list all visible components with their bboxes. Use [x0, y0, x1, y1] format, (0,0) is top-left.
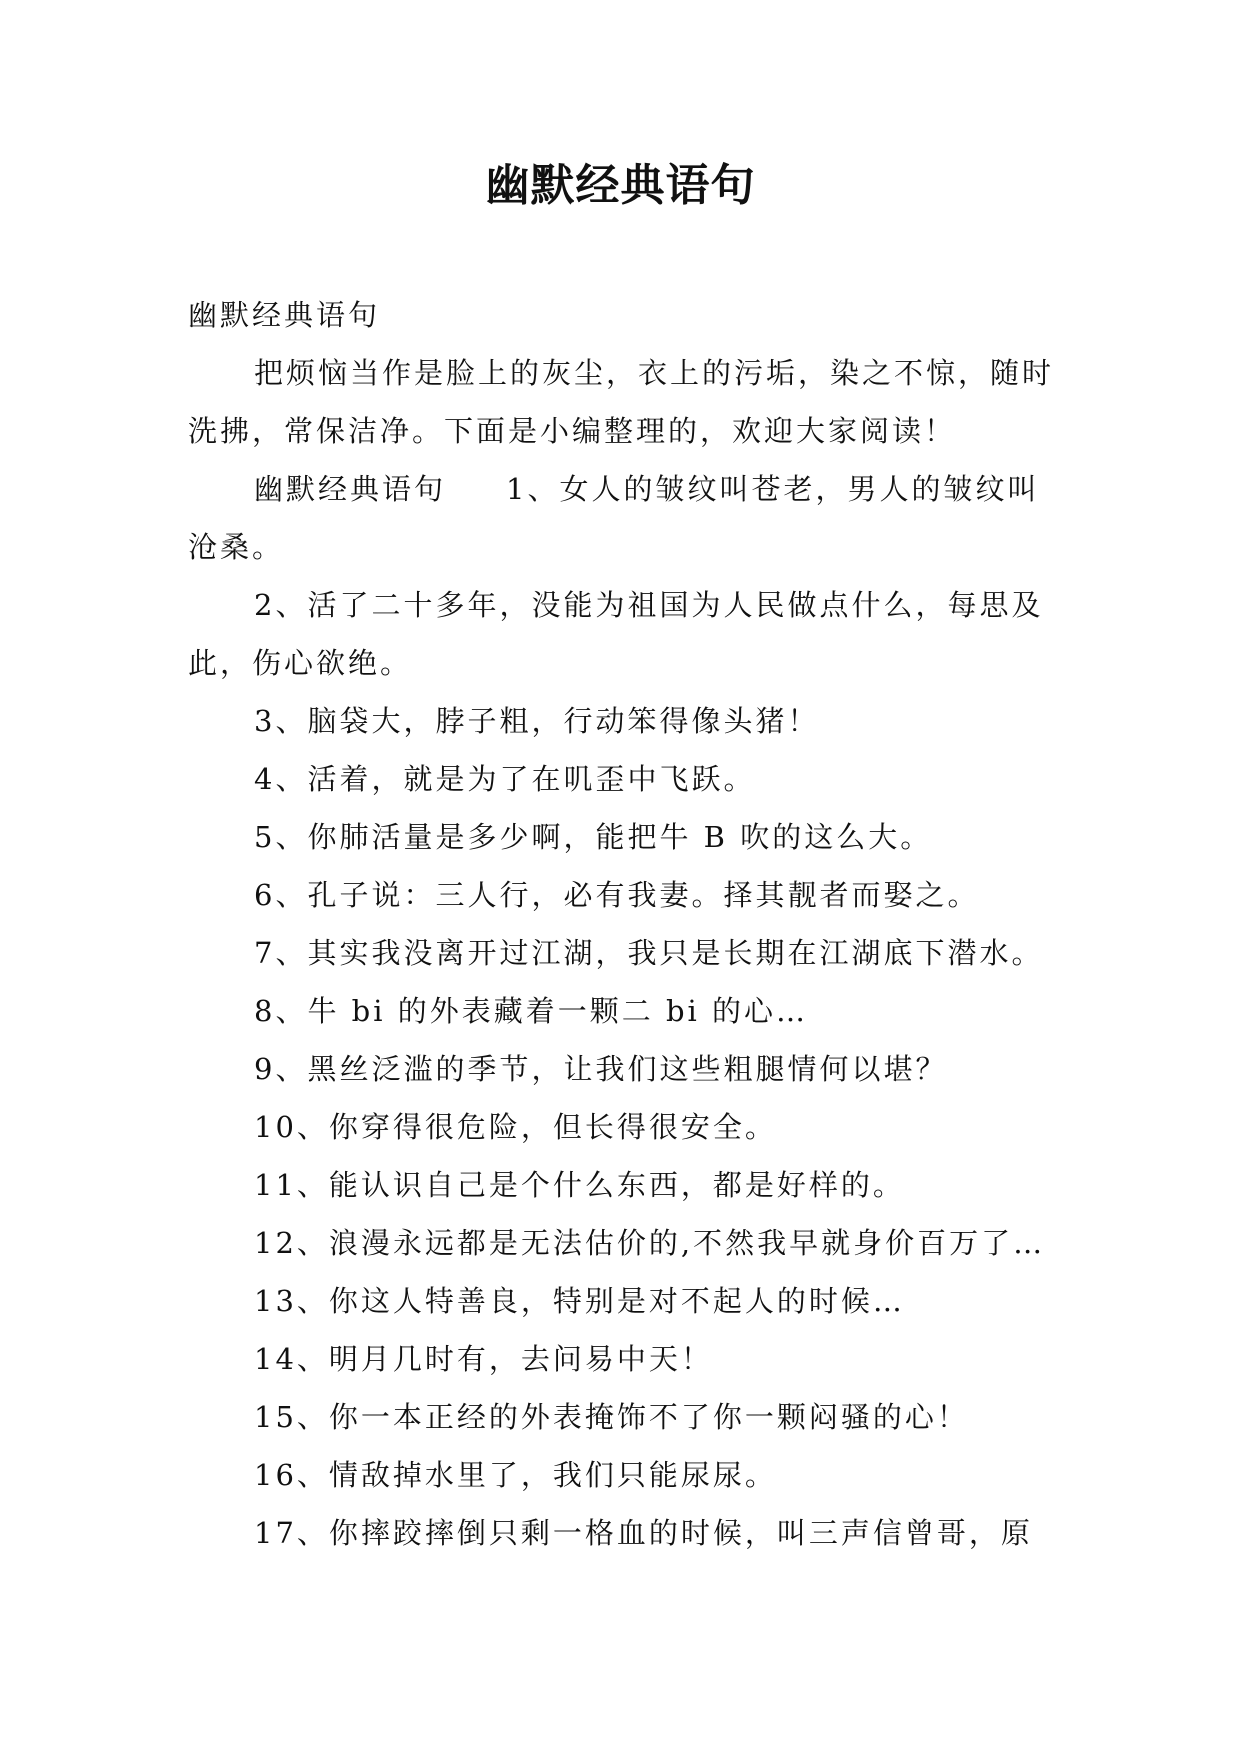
list-item: 16、情敌掉水里了，我们只能尿尿。 [254, 1458, 777, 1492]
list-item: 5、你肺活量是多少啊，能把牛 B 吹的这么大。 [254, 820, 933, 854]
list-item: 10、你穿得很危险，但长得很安全。 [254, 1110, 777, 1144]
list-item: 12、浪漫永远都是无法估价的,不然我早就身价百万了… [254, 1226, 1046, 1260]
list-item: 6、孔子说：三人行，必有我妻。择其靓者而娶之。 [254, 878, 980, 912]
document-title: 幽默经典语句 [485, 160, 756, 211]
list-item: 17、你摔跤摔倒只剩一格血的时候，叫三声信曾哥，原 [254, 1516, 1033, 1550]
list-item: 13、你这人特善良，特别是对不起人的时候… [254, 1284, 905, 1318]
list-item: 2、活了二十多年，没能为祖国为人民做点什么，每思及此，伤心欲绝。 [188, 588, 1044, 680]
list-item: 9、黑丝泛滥的季节，让我们这些粗腿情何以堪？ [254, 1052, 948, 1086]
list-item: 4、活着，就是为了在叽歪中飞跃。 [254, 762, 756, 796]
list-item: 8、牛 bi 的外表藏着一颗二 bi 的心… [254, 994, 809, 1028]
first-item-paragraph [188, 460, 1068, 576]
subtitle: 幽默经典语句 [188, 298, 381, 332]
section-heading: 幽默经典语句 [254, 472, 447, 506]
list-item: 7、其实我没离开过江湖，我只是长期在江湖底下潜水。 [254, 936, 1044, 970]
list-item: 15、你一本正经的外表掩饰不了你一颗闷骚的心！ [254, 1400, 969, 1434]
intro-paragraph: 把烦恼当作是脸上的灰尘，衣上的污垢，染之不惊，随时洗拂，常保洁净。下面是小编整理的，欢迎大家阅读！ [188, 356, 1055, 448]
list-item: 1、女人的皱纹叫苍老，男人的皱纹叫沧桑。 [188, 472, 1040, 564]
list-item: 11、能认识自己是个什么东西，都是好样的。 [254, 1168, 905, 1202]
document-body [188, 286, 1068, 1562]
list-item: 14、明月几时有，去问易中天！ [254, 1342, 713, 1376]
list-item: 3、脑袋大，脖子粗，行动笨得像头猪！ [254, 704, 820, 738]
